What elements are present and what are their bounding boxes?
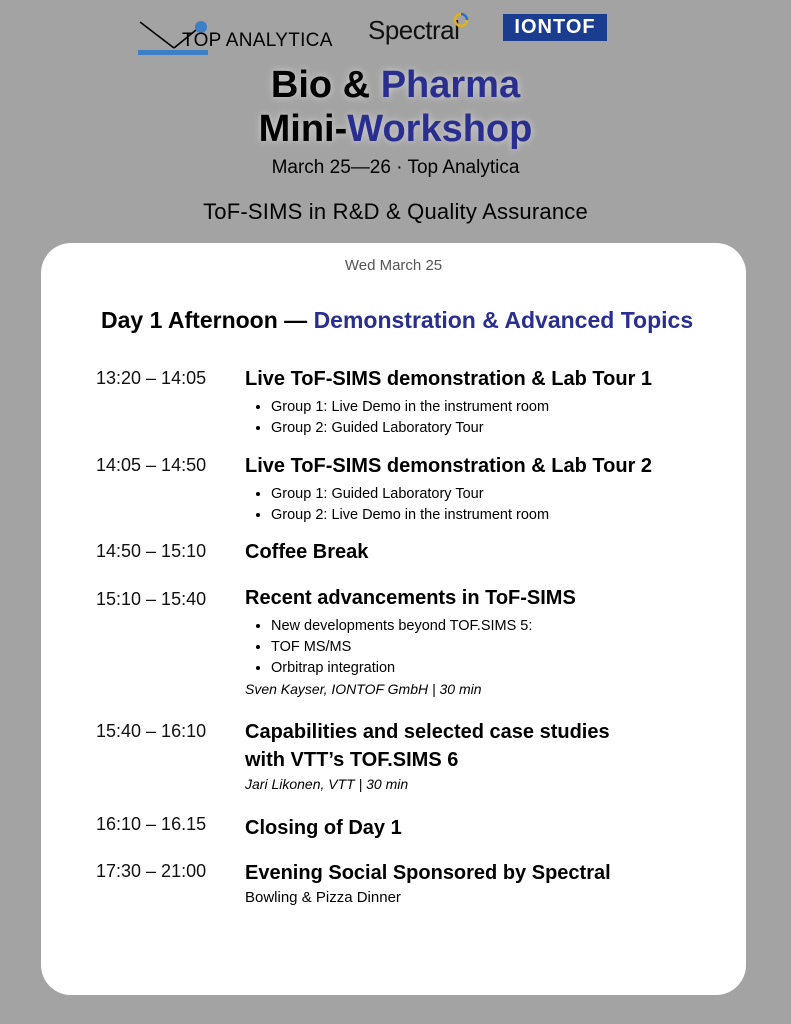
session-title: Coffee Break xyxy=(245,541,369,563)
title-bio: Bio & xyxy=(270,64,371,106)
top-analytica-text: TOP ANALYTICA xyxy=(182,30,333,51)
session-bullet: • New developments beyond TOF.SIMS 5: xyxy=(271,616,725,637)
session-bullets xyxy=(245,616,725,679)
session-title: Recent advancements in ToF-SIMS xyxy=(245,587,576,609)
session-time: 16:10 – 16.15 xyxy=(96,814,207,834)
session-block xyxy=(245,584,725,697)
title-line-1 xyxy=(0,64,791,106)
session-block xyxy=(245,538,725,566)
session-block xyxy=(245,814,725,842)
session-bullets xyxy=(245,484,725,526)
session-block xyxy=(245,859,725,906)
session-bullet: • Group 1: Live Demo in the instrument room xyxy=(271,397,725,418)
session-time: 13:20 – 14:05 xyxy=(96,368,207,388)
session-block xyxy=(245,718,725,792)
session-bullet: • TOF MS/MS xyxy=(271,637,725,658)
schedule-card xyxy=(41,243,746,995)
title-line-2 xyxy=(0,108,791,150)
session-block xyxy=(245,452,725,526)
session-time: 15:10 – 15:40 xyxy=(96,589,207,609)
session-bullet: • Orbitrap integration xyxy=(271,658,725,679)
day-heading-label: Day 1 Afternoon — xyxy=(101,307,308,333)
spectral-ring-icon xyxy=(453,12,469,28)
session-title: Closing of Day 1 xyxy=(245,817,402,839)
sponsor-logos xyxy=(0,0,791,64)
session-title: Evening Social Sponsored by Spectral xyxy=(245,862,611,884)
day-date: Wed March 25 xyxy=(344,257,443,274)
session-title: Live ToF-SIMS demonstration & Lab Tour 1 xyxy=(245,368,653,390)
event-topic: ToF-SIMS in R&D & Quality Assurance xyxy=(203,199,588,224)
session-time: 15:40 – 16:10 xyxy=(96,721,207,741)
title-mini: Mini- xyxy=(258,108,348,150)
title-pharma: Pharma xyxy=(380,64,521,106)
session-bullet: • Group 2: Live Demo in the instrument room xyxy=(271,505,725,526)
session-speaker: Sven Kayser, IONTOF GmbH | 30 min xyxy=(245,681,482,697)
session-speaker: Jari Likonen, VTT | 30 min xyxy=(245,776,409,792)
day-heading xyxy=(101,307,693,334)
session-bullet: • Group 2: Guided Laboratory Tour xyxy=(271,418,725,439)
event-dates: March 25—26 · Top Analytica xyxy=(271,157,520,178)
title-workshop: Workshop xyxy=(347,108,533,150)
session-time: 17:30 – 21:00 xyxy=(96,861,207,881)
session-block xyxy=(245,365,725,439)
spectral-logo xyxy=(368,12,478,48)
session-bullet: • Group 1: Guided Laboratory Tour xyxy=(271,484,725,505)
session-title-line-1: Capabilities and selected case studies xyxy=(245,721,610,743)
session-time: 14:50 – 15:10 xyxy=(96,541,207,561)
session-bullets xyxy=(245,397,725,439)
session-title: Live ToF-SIMS demonstration & Lab Tour 2 xyxy=(245,455,653,477)
top-analytica-logo xyxy=(138,14,338,62)
session-time: 14:05 – 14:50 xyxy=(96,455,207,475)
iontof-logo: IONTOF xyxy=(503,14,607,41)
day-heading-theme: Demonstration & Advanced Topics xyxy=(313,307,694,333)
spectral-text: Spectral xyxy=(368,15,460,45)
session-title-line-2: with VTT’s TOF.SIMS 6 xyxy=(245,749,459,771)
session-note: Bowling & Pizza Dinner xyxy=(245,889,401,906)
